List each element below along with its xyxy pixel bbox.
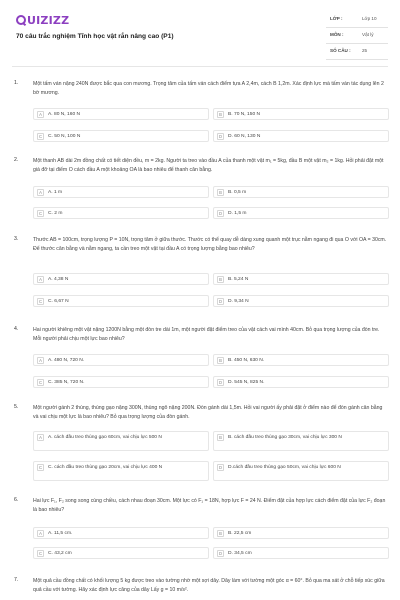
question-text: Một thanh AB dài 2m đồng chất có tiết diện đều, m = 2kg. Người ta treo vào đầu A của thanh một vật m₁ = 5kg, đầu B một vật m₂ = 1kg. Hỏi phải đặt một giá đỡ tại điểm O cách đầu A một khoảng OA là bao nhiêu để thanh cân bằng. <box>33 158 384 173</box>
meta-class-row <box>326 12 388 28</box>
option-text: A. 11,5 cm. <box>48 531 73 536</box>
question-text: Một quả cầu đồng chất có khối lượng 5 kg được treo vào tường nhờ một sợi dây. Dây làm với tường một góc α = 60°. Bỏ qua ma sát ở chỗ tiếp xúc giữa quả cầu với tường. Hãy xác định lực căng của dây Lấy g = 10 m/s². <box>33 578 385 593</box>
option-letter: A <box>37 189 44 196</box>
subject-label: MÔN : <box>330 32 344 37</box>
class-label: LỚP : <box>330 16 343 21</box>
class-value: Lớp 10 <box>362 16 377 21</box>
question-number: 1. <box>14 80 19 86</box>
option-letter: B <box>217 189 224 196</box>
option-a[interactable] <box>33 527 209 539</box>
question-text: Một tấm ván nặng 240N được bắc qua con mương. Trọng tâm của tấm ván cách điểm tựa A 2,4m, cách B 1,2m. Xác định lực mà tấm ván tác dụng lên 2 bờ mương. <box>33 81 384 96</box>
option-letter: B <box>217 111 224 118</box>
option-text: B. 0,5 m <box>228 190 247 195</box>
question-number: 5. <box>14 404 19 410</box>
option-letter: B <box>217 530 224 537</box>
option-text: C. 385 N, 720 N. <box>48 380 85 385</box>
option-text: B. 70 N, 150 N <box>228 112 261 117</box>
question-text: Một người gánh 2 thùng, thùng gạo nặng 300N, thùng ngô nặng 200N. Đòn gánh dài 1,5m. Hỏi vai người ấy phải đặt ở điểm nào để đòn gánh cân bằng và vai chịu một lực là bao nhiêu? Bỏ qua trọng lượng của đòn gánh. <box>33 405 383 420</box>
option-c[interactable] <box>33 547 209 559</box>
logo-text: UIZIZZ <box>27 14 70 27</box>
option-text: D.cách đầu treo thùng gạo 50cm, vai chịu lực 600 N <box>228 465 341 470</box>
option-letter: C <box>38 380 43 385</box>
subject-value: Vật lý <box>362 32 374 37</box>
option-letter: A <box>37 357 44 364</box>
option-letter: C <box>38 211 43 216</box>
meta-box <box>326 12 388 60</box>
option-d[interactable] <box>213 295 389 307</box>
meta-subject-row <box>326 28 388 44</box>
option-letter: C <box>38 134 43 139</box>
option-d[interactable] <box>213 461 389 481</box>
option-a[interactable] <box>33 186 209 198</box>
question-number: 6. <box>14 497 19 503</box>
option-text: B. 22,5 cm <box>228 531 252 536</box>
option-text: A. 480 N, 720 N. <box>48 358 85 363</box>
option-a[interactable] <box>33 431 209 451</box>
option-text: C. 6,67 N <box>48 299 69 304</box>
option-letter: D <box>218 211 223 216</box>
option-text: C. 43,2 cm <box>48 551 72 556</box>
question-text: Thước AB = 100cm, trọng lượng P = 10N, trọng tâm ở giữa thước. Thước có thể quay dễ dàng xung quanh một trục nằm ngang đi qua O với OA = 30cm. Để thước cân bằng và nằm ngang, ta cần treo một vật tại đầu A có trọng lượng bằng bao nhiêu? <box>33 237 387 252</box>
option-letter: D <box>218 380 223 385</box>
option-text: D. 60 N, 130 N <box>228 134 261 139</box>
option-text: B. 450 N, 630 N. <box>228 358 265 363</box>
option-letter: D <box>218 551 223 556</box>
option-text: A. cách đầu treo thùng gạo 60cm, vai chịu lực 500 N <box>48 435 162 440</box>
option-c[interactable] <box>33 207 209 219</box>
option-text: D. 545 N, 825 N. <box>228 380 265 385</box>
option-text: A. 1 m <box>48 190 63 195</box>
meta-count-row <box>326 44 388 60</box>
option-letter: C <box>38 465 43 470</box>
option-c[interactable] <box>33 130 209 142</box>
option-letter: C <box>38 299 43 304</box>
question-number: 7. <box>14 577 19 583</box>
question-number: 3. <box>14 236 19 242</box>
option-c[interactable] <box>33 295 209 307</box>
option-text: D. 1,5 m <box>228 211 247 216</box>
option-text: A. 4,38 N <box>48 277 69 282</box>
option-text: D. 9,34 N <box>228 299 249 304</box>
option-letter: A <box>37 111 44 118</box>
option-letter: C <box>38 551 43 556</box>
question-number: 4. <box>14 326 19 332</box>
option-d[interactable] <box>213 376 389 388</box>
option-text: D. 34,5 cm <box>228 551 252 556</box>
option-c[interactable] <box>33 461 209 481</box>
option-b[interactable] <box>213 186 389 198</box>
option-b[interactable] <box>213 108 389 120</box>
option-letter: B <box>217 434 224 441</box>
option-text: B. cách đầu treo thùng gạo 30cm, vai chịu lực 300 N <box>228 435 342 440</box>
question-number: 2. <box>14 157 19 163</box>
option-d[interactable] <box>213 547 389 559</box>
question-text: Hai lực F₁, F₂ song song cùng chiều, cách nhau đoạn 30cm. Một lực có F₁ = 18N, hợp lực F = 24 N. Điểm đặt của hợp lực cách điểm đặt của lực F₂ đoạn là bao nhiêu? <box>33 498 386 513</box>
option-text: A. 80 N, 160 N <box>48 112 81 117</box>
option-b[interactable] <box>213 354 389 366</box>
header-divider <box>12 66 388 67</box>
option-b[interactable] <box>213 431 389 451</box>
option-a[interactable] <box>33 108 209 120</box>
option-letter: B <box>217 276 224 283</box>
option-a[interactable] <box>33 273 209 285</box>
option-d[interactable] <box>213 207 389 219</box>
option-letter: B <box>217 357 224 364</box>
document-title: 70 câu trắc nghiệm Tĩnh học vật rắn nâng cao (P1) <box>16 33 174 40</box>
option-text: C. cách đầu treo thùng gạo 20cm, vai chịu lực 400 N <box>48 465 163 470</box>
option-d[interactable] <box>213 130 389 142</box>
logo-q-icon <box>16 15 26 25</box>
option-letter: D <box>218 134 223 139</box>
option-letter: A <box>37 530 44 537</box>
option-text: C. 2 m <box>48 211 63 216</box>
option-letter: D <box>218 465 223 470</box>
option-text: B. 5,24 N <box>228 277 249 282</box>
count-label: SỐ CÂU : <box>330 48 351 53</box>
option-b[interactable] <box>213 527 389 539</box>
option-letter: A <box>37 276 44 283</box>
count-value: 25 <box>362 48 368 53</box>
option-a[interactable] <box>33 354 209 366</box>
option-letter: A <box>37 434 44 441</box>
option-b[interactable] <box>213 273 389 285</box>
option-letter: D <box>218 299 223 304</box>
option-text: C. 50 N, 100 N <box>48 134 81 139</box>
worksheet-header <box>0 0 400 62</box>
question-text: Hai người khiêng một vật nặng 1200N bằng một đòn tre dài 1m, một người đặt điểm treo của vật cách vai mình 40cm. Bỏ qua trọng lượng của đòn tre. Mỗi người phải chịu một lực bao nhiêu? <box>33 327 380 342</box>
quizizz-logo <box>16 14 69 27</box>
option-c[interactable] <box>33 376 209 388</box>
